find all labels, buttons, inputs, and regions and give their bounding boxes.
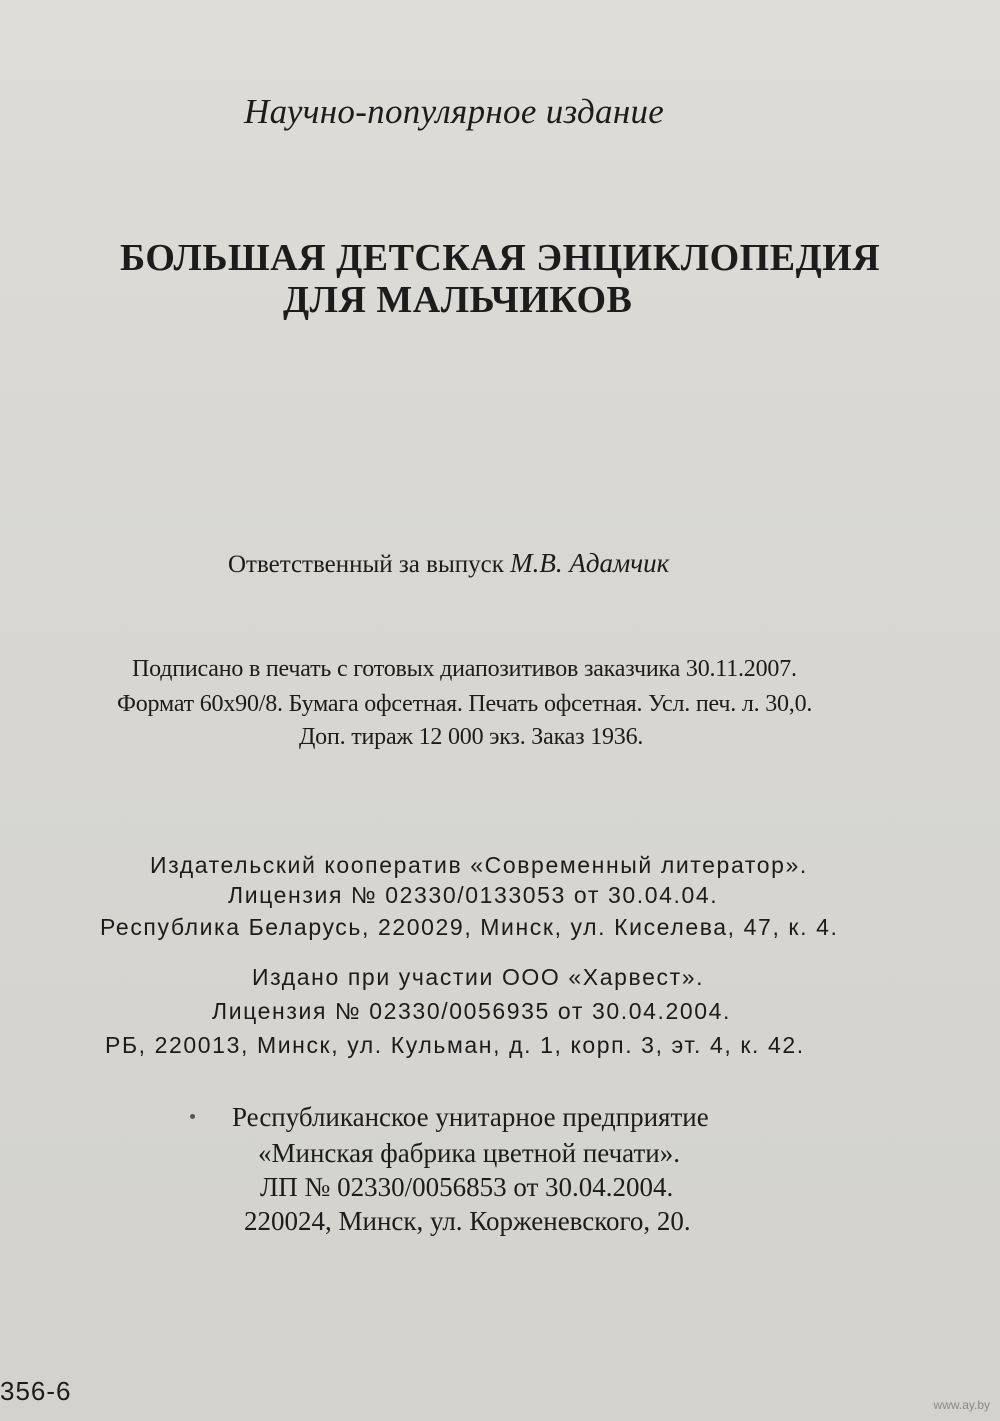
publisher-line: Издательский кооператив «Современный литератор». <box>150 852 808 878</box>
publisher-line: Лицензия № 02330/0133053 от 30.04.04. <box>228 882 719 908</box>
book-title-line-2: ДЛЯ МАЛЬЧИКОВ <box>283 279 633 321</box>
responsible-editor <box>228 548 669 579</box>
site-watermark: www.ay.by <box>933 1398 990 1412</box>
ink-dot <box>190 1114 195 1119</box>
printing-plant-line: Республиканское унитарное предприятие <box>232 1102 709 1132</box>
co-publisher-line: Лицензия № 02330/0056935 от 30.04.2004. <box>212 998 732 1024</box>
responsible-label: Ответственный за выпуск <box>228 551 511 578</box>
co-publisher-line: РБ, 220013, Минск, ул. Кульман, д. 1, корп. 3, эт. 4, к. 42. <box>105 1032 805 1058</box>
print-info-line: Доп. тираж 12 000 экз. Заказ 1936. <box>299 724 644 750</box>
book-title-line-1: БОЛЬШАЯ ДЕТСКАЯ ЭНЦИКЛОПЕДИЯ <box>120 237 881 279</box>
publisher-line: Республика Беларусь, 220029, Минск, ул. Киселева, 47, к. 4. <box>100 914 839 940</box>
isbn-fragment: 356-6 <box>0 1376 72 1406</box>
edition-type: Научно-популярное издание <box>244 92 665 131</box>
printing-plant-line: «Минская фабрика цветной печати». <box>258 1138 680 1168</box>
co-publisher-line: Издано при участии ООО «Харвест». <box>252 964 705 990</box>
print-info-line: Формат 60х90/8. Бумага офсетная. Печать офсетная. Усл. печ. л. 30,0. <box>117 691 813 717</box>
responsible-name: М.В. Адамчик <box>510 548 670 578</box>
printing-plant-line: 220024, Минск, ул. Корженевского, 20. <box>244 1206 691 1236</box>
printing-plant-line: ЛП № 02330/0056853 от 30.04.2004. <box>260 1172 674 1202</box>
print-info-line: Подписано в печать с готовых диапозитивов заказчика 30.11.2007. <box>132 656 797 682</box>
